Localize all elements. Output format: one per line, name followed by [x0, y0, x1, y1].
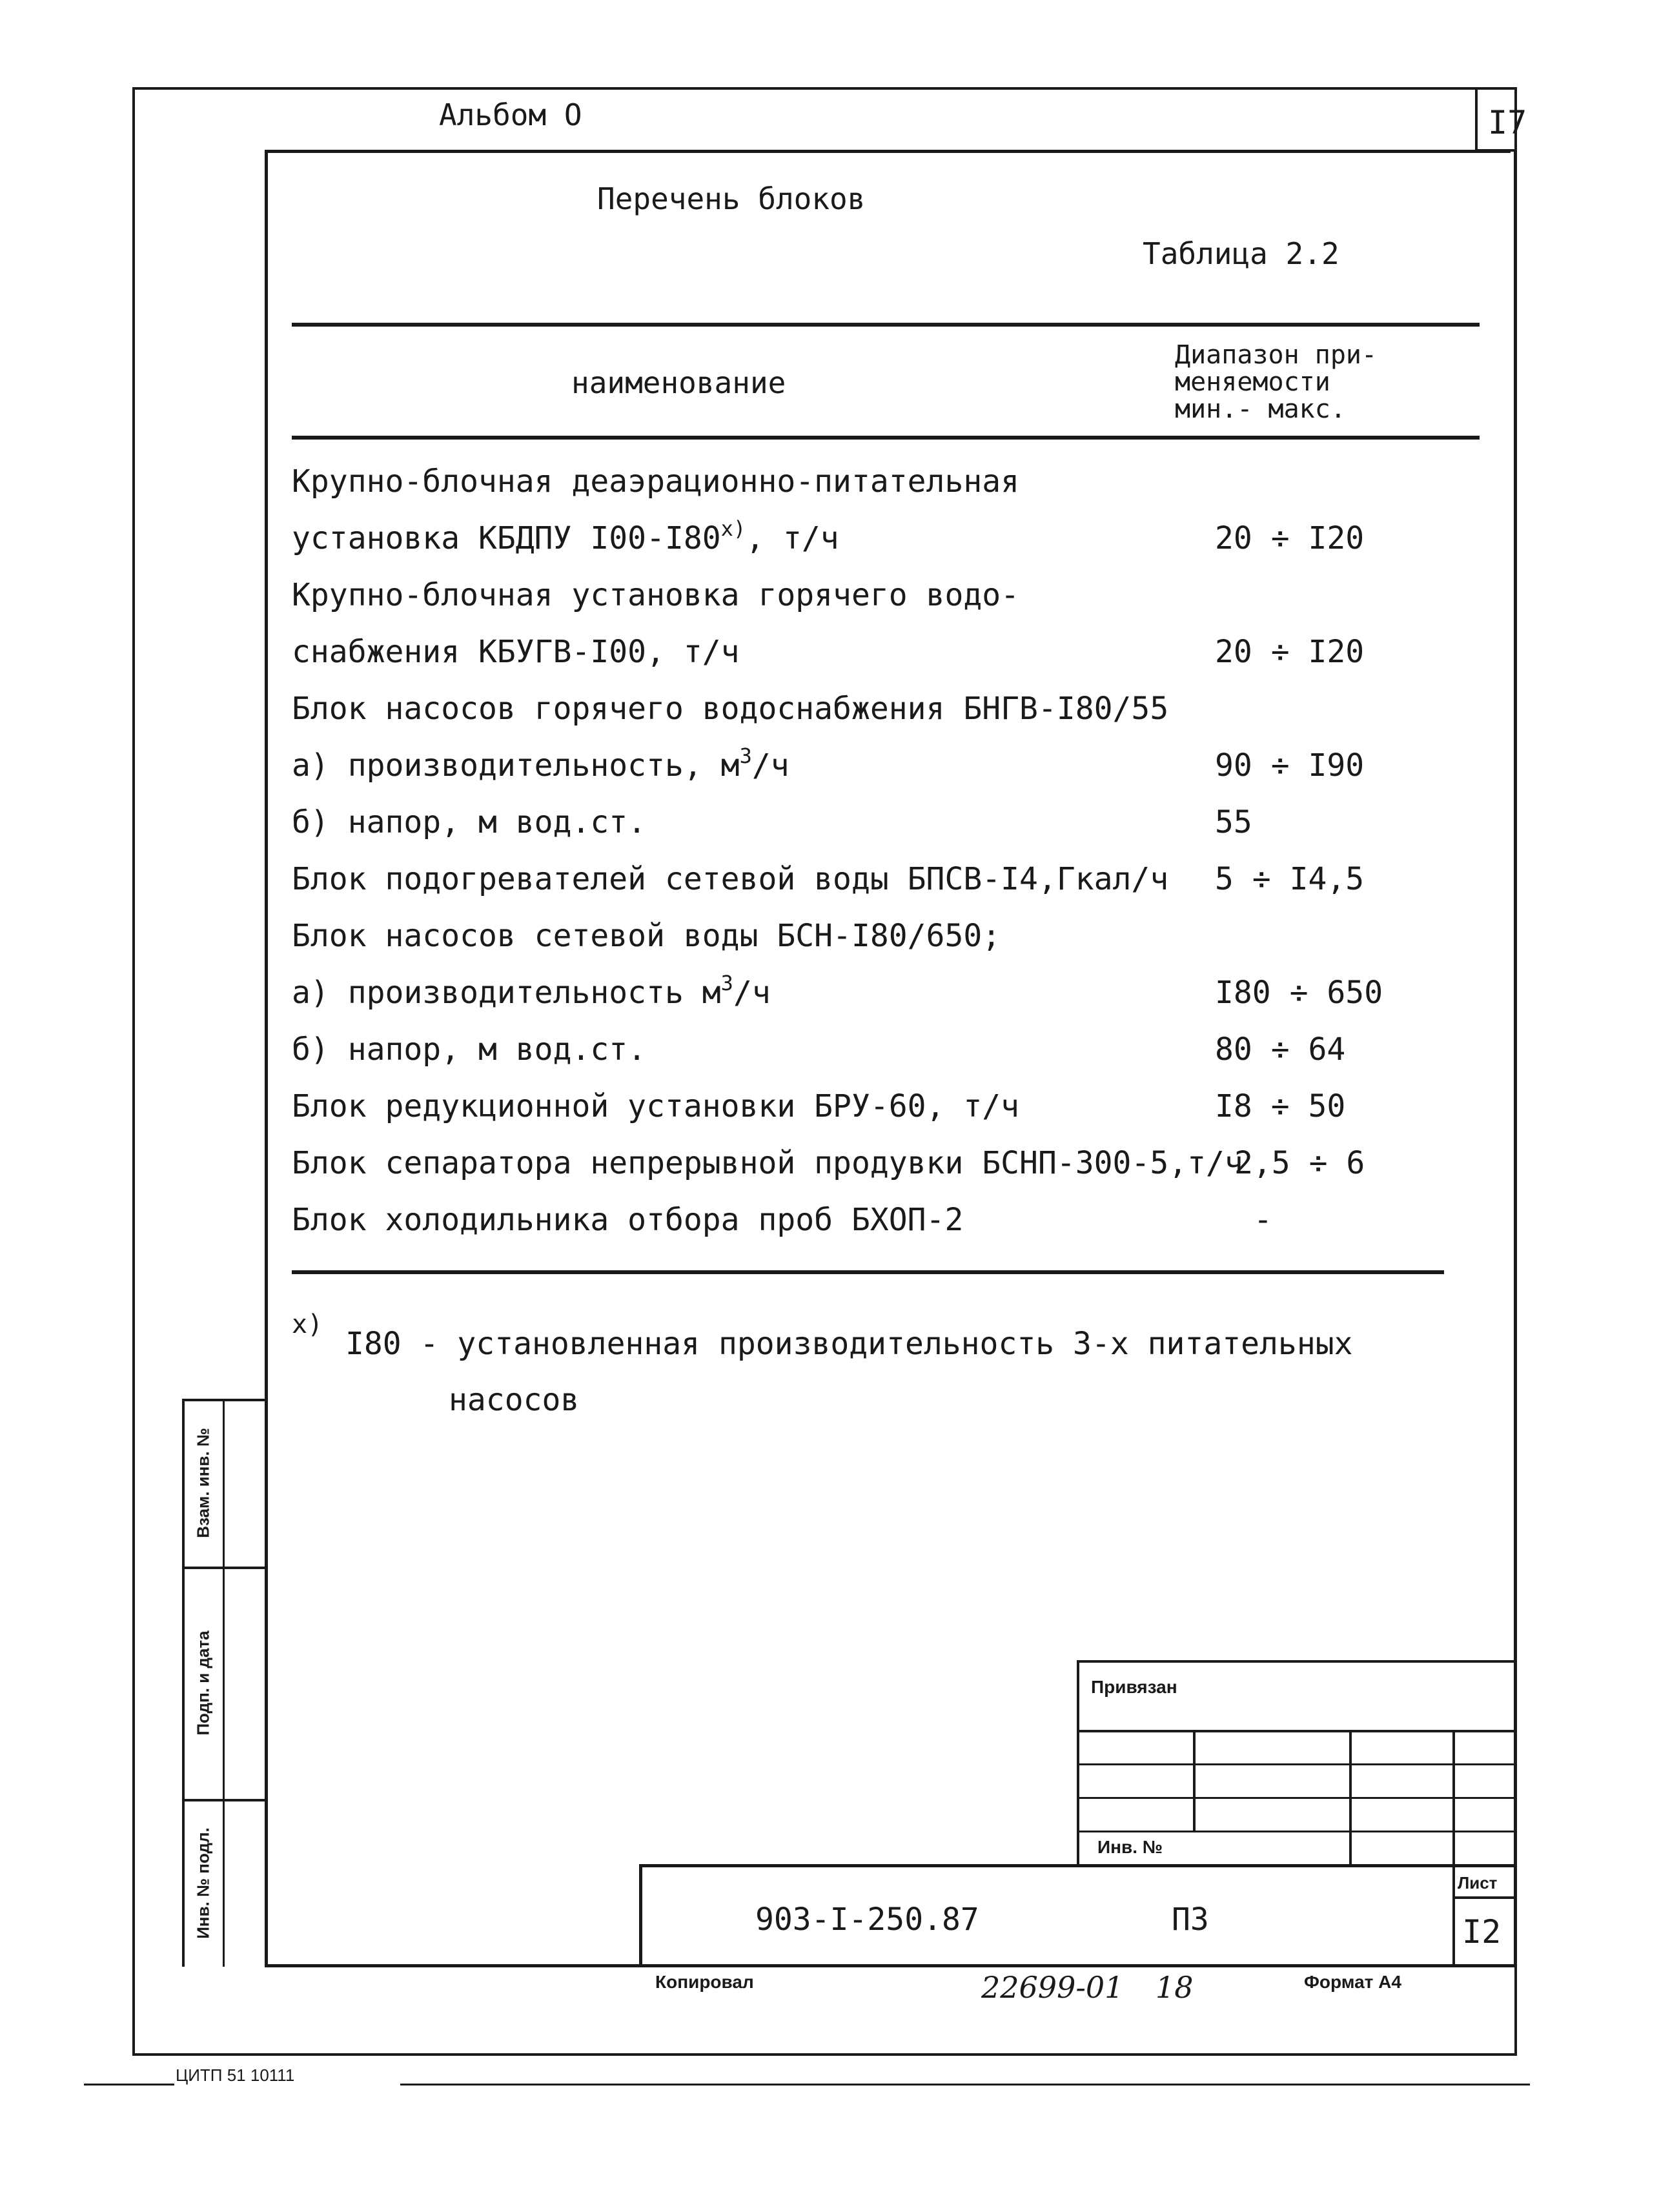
- outer-frame-top: [132, 87, 1517, 90]
- row-name: б) напор, м вод.ст.: [292, 804, 647, 840]
- side-stamp-left: [182, 1399, 185, 1967]
- row-name-text: установка КБДПУ I00-I80: [292, 520, 721, 556]
- row-name: снабжения КБУГВ-I00, т/ч: [292, 634, 740, 670]
- page-number-box-left: [1475, 87, 1478, 152]
- table-row: [292, 577, 1557, 618]
- row-range: 80 ÷ 64: [1215, 1031, 1346, 1068]
- inner-frame-top: [265, 150, 1511, 153]
- row-name: [292, 516, 839, 556]
- stamp-upper-col-1: [1193, 1730, 1196, 1831]
- stamp-upper-row-2: [1077, 1763, 1517, 1765]
- table-row: [292, 1031, 1557, 1073]
- stamp-upper-col-3: [1452, 1730, 1455, 1867]
- table-row: [292, 636, 1557, 675]
- side-stamp-inv: Инв. № подл.: [193, 1827, 213, 1939]
- row-name: Крупно-блочная установка горячего водо-: [292, 577, 1020, 613]
- table-header-range-3: мин.- макс.: [1175, 394, 1346, 424]
- row-range: 55: [1215, 804, 1252, 840]
- row-range: 20 ÷ I20: [1215, 520, 1365, 556]
- stamp-main-top: [639, 1864, 1517, 1867]
- row-range: 20 ÷ I20: [1215, 634, 1365, 670]
- row-range: I8 ÷ 50: [1215, 1088, 1346, 1124]
- table-row: [292, 1204, 1557, 1243]
- format-label: Формат А4: [1304, 1972, 1401, 1992]
- handwritten-sub: 18: [1156, 1970, 1194, 2005]
- stamp-list-label: Лист: [1458, 1873, 1498, 1892]
- row-name: Блок сепаратора непрерывной продувки БСНП-300-5,т/ч: [292, 1145, 1243, 1181]
- outer-frame-left: [132, 87, 135, 2056]
- table-label: Таблица 2.2: [1143, 236, 1339, 271]
- page-title: Перечень блоков: [597, 181, 866, 216]
- stamp-upper-row-3: [1077, 1797, 1517, 1799]
- stamp-main-left: [639, 1864, 642, 1967]
- footnote-line-2: насосов: [449, 1382, 580, 1418]
- stamp-inv-no: Инв. №: [1097, 1837, 1163, 1857]
- side-stamp-vzam: Взам. инв. №: [193, 1428, 213, 1538]
- row-name-text: а) производительность м: [292, 975, 721, 1011]
- table-row: [292, 971, 1557, 1016]
- stamp-privyazan: Привязан: [1091, 1677, 1177, 1697]
- row-name: б) напор, м вод.ст.: [292, 1031, 647, 1068]
- table-row: [292, 1145, 1557, 1186]
- outer-frame-bottom: [132, 2053, 1517, 2056]
- row-name: Блок насосов сетевой воды БСН-I80/650;: [292, 918, 1001, 954]
- row-name: Крупно-блочная деаэрационно-питательная: [292, 463, 1020, 500]
- inner-frame-left: [265, 150, 268, 1967]
- row-name: Блок редукционной установки БРУ-60, т/ч: [292, 1088, 1020, 1124]
- table-row: [292, 861, 1557, 902]
- row-name-tail: /ч: [751, 747, 789, 784]
- side-stamp-div-2: [182, 1799, 266, 1801]
- row-name: Блок насосов горячего водоснабжения БНГВ-I80/55: [292, 691, 1169, 727]
- printer-rule-right: [400, 2084, 1530, 2085]
- row-name-tail: /ч: [733, 975, 771, 1011]
- row-range: -: [1254, 1202, 1272, 1238]
- superscript: 3: [739, 744, 752, 768]
- table-rule-top: [292, 323, 1480, 327]
- table-header-range-2: меняемости: [1175, 367, 1330, 397]
- footnote-line-1: I80 - установленная производительность 3-х питательных: [345, 1326, 1353, 1362]
- side-stamp-div-1: [182, 1567, 266, 1569]
- table-row: [292, 804, 1557, 846]
- row-name: [292, 971, 771, 1011]
- stamp-upper-row-1: [1077, 1730, 1517, 1732]
- table-row: [292, 693, 1557, 732]
- table-row: [292, 463, 1557, 505]
- table-row: [292, 1088, 1557, 1130]
- table-row: [292, 516, 1557, 562]
- stamp-list-div: [1452, 1896, 1517, 1899]
- stamp-sheet-number: I2: [1462, 1913, 1502, 1951]
- row-name: Блок подогревателей сетевой воды БПСВ-I4,Гкал/ч: [292, 861, 1169, 897]
- stamp-list-left: [1452, 1864, 1455, 1967]
- superscript: 3: [720, 971, 733, 995]
- inner-frame-bottom: [265, 1964, 1517, 1967]
- table-row: [292, 920, 1557, 959]
- table-rule-header: [292, 436, 1480, 440]
- printer-mark: ЦИТП 51 10111: [176, 2065, 295, 2085]
- side-stamp-podp: Подп. и дата: [193, 1630, 213, 1736]
- table-rule-bottom: [292, 1270, 1444, 1274]
- table-header-name: наименование: [571, 365, 786, 400]
- row-range: 5 ÷ I4,5: [1215, 861, 1365, 897]
- row-name: Блок холодильника отбора проб БХОП-2: [292, 1202, 964, 1238]
- row-range: 2,5 ÷ 6: [1234, 1145, 1365, 1181]
- handwritten-number: 22699-01: [981, 1970, 1124, 2005]
- stamp-doc-code: 903-I-250.87: [755, 1902, 979, 1938]
- stamp-section: ПЗ: [1172, 1902, 1209, 1938]
- kopiroval-label: Копировал: [655, 1972, 754, 1992]
- footnote-mark: x): [292, 1310, 323, 1339]
- stamp-upper-row-4: [1077, 1831, 1517, 1832]
- printer-rule-left: [84, 2084, 174, 2085]
- stamp-upper-col-2: [1349, 1730, 1352, 1867]
- row-name-tail: , т/ч: [746, 520, 839, 556]
- page-number: I7: [1488, 104, 1527, 141]
- row-name: [292, 744, 789, 784]
- stamp-upper-top: [1077, 1660, 1517, 1663]
- album-label: Альбом О: [439, 97, 582, 132]
- table-row: [292, 744, 1557, 789]
- row-name-text: а) производительность, м: [292, 747, 740, 784]
- row-range: I80 ÷ 650: [1215, 975, 1383, 1011]
- table-header-range-1: Диапазон при-: [1175, 340, 1378, 370]
- side-stamp-mid: [223, 1399, 225, 1967]
- footnote-ref: x): [720, 516, 746, 541]
- row-range: 90 ÷ I90: [1215, 747, 1365, 784]
